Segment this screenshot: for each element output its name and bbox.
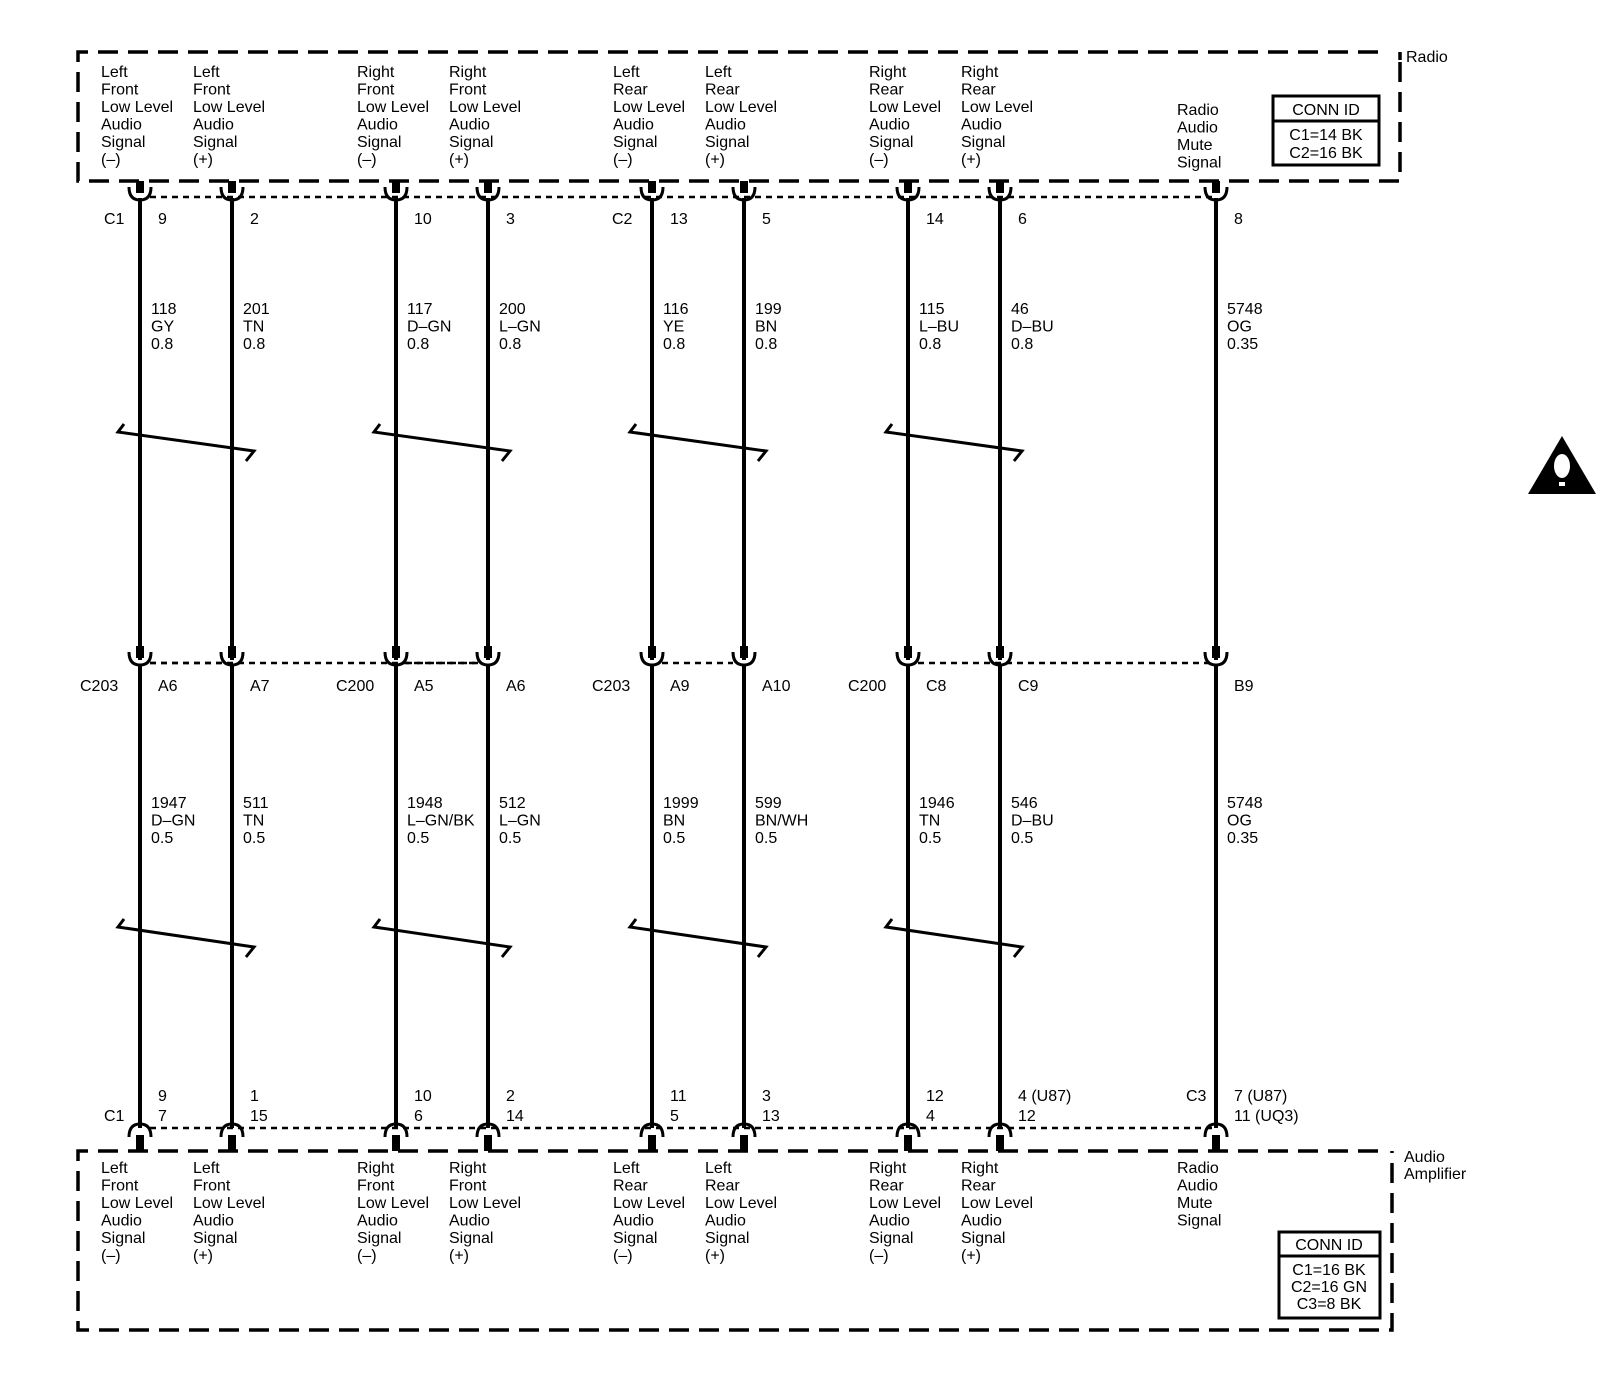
circuit-label: Low Level [449, 99, 522, 116]
circuit-label: (+) [705, 1247, 725, 1265]
circuit-label: Mute [1177, 1195, 1213, 1212]
connector-name: C2 [612, 211, 633, 228]
wire-label: D–BU [1011, 318, 1054, 336]
circuit-label: Low Level [613, 99, 686, 116]
pin-stub [996, 646, 1004, 658]
circuit-label: Audio [961, 116, 1002, 134]
circuit-label: Front [193, 81, 231, 99]
wire-label: 201 [243, 301, 270, 318]
pin-stub [1212, 646, 1220, 658]
pin-number: A5 [414, 678, 434, 695]
circuit-label: Signal [869, 134, 914, 151]
circuit-label: Low Level [961, 1195, 1034, 1212]
wire-label: OG [1227, 812, 1252, 830]
circuit-label: Audio [101, 116, 142, 134]
circuit-label: (–) [357, 1247, 377, 1265]
wire-label: 0.5 [755, 830, 778, 847]
amplifier-label: Audio [1404, 1149, 1445, 1166]
amplifier-label: Amplifier [1404, 1166, 1467, 1183]
circuit-label: Right [869, 64, 907, 81]
pin-stub [904, 1135, 912, 1151]
pin-stub [484, 1135, 492, 1151]
circuit-label: Low Level [705, 99, 778, 116]
wire-label: 0.8 [407, 336, 430, 353]
amplifier-conn-id-line: C3=8 BK [1296, 1296, 1362, 1313]
pin-number: 2 [250, 211, 259, 228]
pin-number: 5 [670, 1108, 679, 1125]
pin-number: 3 [762, 1088, 771, 1105]
pin-stub [1212, 1135, 1220, 1151]
circuit-label: Right [961, 64, 999, 81]
wire-label: BN [755, 318, 778, 336]
pin-stub [1212, 181, 1220, 193]
wire-label: 0.5 [407, 830, 430, 847]
pin-stub [996, 1135, 1004, 1151]
amplifier-conn-id-title: CONN ID [1295, 1237, 1363, 1254]
circuit-label: Right [449, 64, 487, 81]
circuit-label: Signal [961, 1230, 1006, 1247]
circuit-label: Audio [705, 1212, 746, 1230]
circuit-label: Low Level [449, 1195, 522, 1212]
wire-label: 1948 [407, 795, 443, 812]
circuit-label: Low Level [357, 99, 430, 116]
circuit-label: Signal [961, 134, 1006, 151]
pin-stub [740, 646, 748, 658]
wire-label: 116 [663, 301, 689, 318]
circuit-label: Right [869, 1160, 907, 1177]
circuit-label: Left [193, 64, 220, 81]
pin-stub [136, 181, 144, 193]
wire-label: 1946 [919, 795, 955, 812]
amplifier-conn-id-box [1279, 1232, 1380, 1318]
wire-label: L–GN [499, 812, 541, 830]
warning-triangle-icon [1528, 436, 1596, 494]
circuit-label: Right [357, 64, 395, 81]
circuit-label: Low Level [101, 99, 174, 116]
pin-stub [228, 181, 236, 193]
wire-label: L–GN [499, 318, 541, 336]
pin-number: A10 [762, 678, 791, 695]
pin-number: A7 [250, 678, 270, 695]
pin-stub [392, 181, 400, 193]
circuit-label: Audio [357, 116, 398, 134]
circuit-label: Right [357, 1160, 395, 1177]
pin-number: 10 [414, 1088, 432, 1105]
pin-stub [228, 646, 236, 658]
wire-label: 546 [1011, 795, 1038, 812]
circuit-label: (+) [961, 1247, 981, 1265]
wire-label: 115 [919, 301, 945, 318]
circuit-label: Signal [357, 1230, 402, 1247]
circuit-label: (–) [101, 1247, 121, 1265]
circuit-label: Front [193, 1177, 231, 1195]
circuit-label: Signal [869, 1230, 914, 1247]
circuit-label: Low Level [193, 1195, 266, 1212]
pin-number: 12 [1018, 1108, 1036, 1125]
circuit-label: Audio [1177, 1177, 1218, 1195]
wire-label: 0.5 [1011, 830, 1034, 847]
circuit-label: Signal [193, 134, 238, 151]
pin-number: 11 [670, 1088, 687, 1105]
pin-number: 12 [926, 1088, 944, 1105]
circuit-label: Front [449, 81, 487, 99]
wire-label: 0.5 [663, 830, 686, 847]
wire-label: TN [919, 812, 941, 830]
pin-number: C8 [926, 678, 947, 695]
amplifier-conn-id-line: C2=16 GN [1290, 1279, 1368, 1296]
pin-number: 9 [158, 1088, 167, 1105]
circuit-label: Low Level [613, 1195, 686, 1212]
pin-number: 7 [158, 1108, 167, 1125]
circuit-label: (+) [705, 151, 725, 169]
circuit-label: Front [101, 81, 139, 99]
circuit-label: Signal [357, 134, 402, 151]
circuit-label: Low Level [193, 99, 266, 116]
wire-label: 0.8 [1011, 336, 1034, 353]
connector-name: C3 [1186, 1088, 1207, 1105]
connector-name: C200 [848, 678, 887, 695]
connector-name: C203 [592, 678, 631, 695]
circuit-label: Audio [193, 1212, 234, 1230]
circuit-label: Signal [613, 134, 658, 151]
wire-label: 1999 [663, 795, 699, 812]
pin-number: 2 [506, 1088, 515, 1105]
pin-number: 7 (U87) [1234, 1088, 1288, 1105]
wire-label: 5748 [1227, 301, 1263, 318]
pin-stub [740, 181, 748, 193]
circuit-label: (–) [613, 1247, 633, 1265]
circuit-label: Audio [613, 1212, 654, 1230]
circuit-label: Rear [869, 1177, 904, 1195]
pin-number: 9 [158, 211, 167, 228]
wire-label: 117 [407, 301, 433, 318]
wire-label: 0.5 [151, 830, 174, 847]
wire-label: 511 [243, 795, 269, 812]
wire-label: TN [243, 318, 265, 336]
pin-number: 8 [1234, 211, 1243, 228]
wire-label: 0.8 [243, 336, 266, 353]
wire-label: 0.5 [243, 830, 266, 847]
wire-label: L–BU [919, 318, 960, 336]
circuit-label: (+) [193, 151, 213, 169]
wire-label: TN [243, 812, 265, 830]
circuit-label: Right [449, 1160, 487, 1177]
pin-stub [740, 1135, 748, 1151]
circuit-label: Right [961, 1160, 999, 1177]
circuit-label: Rear [613, 81, 648, 99]
wire-label: 0.5 [919, 830, 942, 847]
pin-number: 1 [250, 1088, 259, 1105]
circuit-label: Low Level [357, 1195, 430, 1212]
wire-label: 0.8 [499, 336, 522, 353]
pin-number: 6 [1018, 211, 1027, 228]
pin-stub [228, 1135, 236, 1151]
pin-stub [904, 646, 912, 658]
wire-label: 5748 [1227, 795, 1263, 812]
pin-stub [648, 1135, 656, 1151]
circuit-label: Audio [705, 116, 746, 134]
circuit-label: Rear [961, 81, 996, 99]
circuit-label: Audio [869, 116, 910, 134]
circuit-label: Front [357, 1177, 395, 1195]
circuit-label: Front [357, 81, 395, 99]
circuit-label: Rear [961, 1177, 996, 1195]
circuit-label: Signal [449, 1230, 494, 1247]
pin-number: 13 [762, 1108, 780, 1125]
radio-conn-id-box [1273, 96, 1379, 165]
circuit-label: Signal [1177, 1212, 1222, 1230]
wire-label: 0.8 [151, 336, 174, 353]
pin-number: 10 [414, 211, 432, 228]
circuit-label: Radio [1177, 102, 1219, 119]
wire-label: 199 [755, 301, 782, 318]
pin-number: A9 [670, 678, 690, 695]
circuit-label: (+) [961, 151, 981, 169]
circuit-label: Low Level [961, 99, 1034, 116]
circuit-label: Radio [1177, 1160, 1219, 1177]
circuit-label: Rear [613, 1177, 648, 1195]
circuit-label: Left [705, 64, 732, 81]
circuit-label: Signal [705, 134, 750, 151]
circuit-label: Left [193, 1160, 220, 1177]
pin-number: A6 [506, 678, 526, 695]
wire-label: 512 [499, 795, 526, 812]
pin-number: 5 [762, 211, 771, 228]
circuit-label: Audio [869, 1212, 910, 1230]
pin-stub [136, 1135, 144, 1151]
circuit-label: (+) [449, 1247, 469, 1265]
wire-label: 0.35 [1227, 336, 1259, 353]
pin-stub [648, 646, 656, 658]
circuit-label: Left [705, 1160, 732, 1177]
wire-label: 200 [499, 301, 526, 318]
radio-conn-id-title: CONN ID [1292, 102, 1360, 119]
pin-number: 3 [506, 211, 515, 228]
pin-number: 15 [250, 1108, 268, 1125]
wire-label: 0.8 [663, 336, 686, 353]
pin-number: 14 [926, 211, 944, 228]
wire-label: OG [1227, 318, 1252, 336]
pin-number: 14 [506, 1108, 524, 1125]
wire-label: L–GN/BK [407, 812, 475, 830]
pin-number: C9 [1018, 678, 1039, 695]
circuit-label: (–) [357, 151, 377, 169]
radio-conn-id-line: C2=16 BK [1289, 145, 1363, 162]
circuit-label: Front [101, 1177, 139, 1195]
pin-stub [392, 1135, 400, 1151]
pin-number: 4 [926, 1108, 935, 1125]
pin-stub [484, 181, 492, 193]
circuit-label: Left [613, 1160, 640, 1177]
circuit-label: Signal [1177, 154, 1222, 172]
connector-name: C1 [104, 211, 125, 228]
connector-name: C200 [336, 678, 375, 695]
circuit-label: Low Level [869, 99, 942, 116]
circuit-label: Audio [101, 1212, 142, 1230]
pin-stub [484, 646, 492, 658]
circuit-label: Front [449, 1177, 487, 1195]
wire-label: 118 [151, 301, 177, 318]
circuit-label: Low Level [705, 1195, 778, 1212]
circuit-label: Signal [613, 1230, 658, 1247]
circuit-label: Left [101, 64, 128, 81]
circuit-label: Signal [101, 134, 146, 151]
connector-name: C203 [80, 678, 119, 695]
pin-number: 13 [670, 211, 688, 228]
wire-label: BN [663, 812, 686, 830]
wire-label: 1947 [151, 795, 187, 812]
wire-label: 0.35 [1227, 830, 1259, 847]
wire-label: 46 [1011, 301, 1029, 318]
pin-number: 11 (UQ3) [1234, 1108, 1299, 1125]
circuit-label: (–) [869, 1247, 889, 1265]
pin-number: B9 [1234, 678, 1254, 695]
circuit-label: Low Level [101, 1195, 174, 1212]
circuit-label: Audio [193, 116, 234, 134]
circuit-label: Audio [613, 116, 654, 134]
pin-stub [904, 181, 912, 193]
circuit-label: Audio [961, 1212, 1002, 1230]
circuit-label: Audio [1177, 119, 1218, 137]
circuit-label: Mute [1177, 137, 1213, 154]
circuit-label: Rear [705, 81, 740, 99]
connector-name: C1 [104, 1108, 125, 1125]
wire-label: 0.8 [755, 336, 778, 353]
circuit-label: Rear [705, 1177, 740, 1195]
wire-label: 0.8 [919, 336, 942, 353]
circuit-label: Left [613, 64, 640, 81]
circuit-label: Signal [193, 1230, 238, 1247]
wire-label: GY [151, 318, 175, 336]
circuit-label: Rear [869, 81, 904, 99]
pin-number: A6 [158, 678, 178, 695]
wire-label: D–GN [151, 812, 196, 830]
circuit-label: (+) [449, 151, 469, 169]
circuit-label: Signal [449, 134, 494, 151]
wire-label: 599 [755, 795, 782, 812]
wire-label: D–BU [1011, 812, 1054, 830]
pin-stub [392, 646, 400, 658]
wire-label: BN/WH [755, 812, 809, 830]
pin-stub [996, 181, 1004, 193]
circuit-label: Audio [357, 1212, 398, 1230]
pin-stub [648, 181, 656, 193]
circuit-label: (–) [613, 151, 633, 169]
amplifier-conn-id-line: C1=16 BK [1292, 1262, 1366, 1279]
circuit-label: Low Level [869, 1195, 942, 1212]
pin-stub [136, 646, 144, 658]
circuit-label: Signal [101, 1230, 146, 1247]
radio-label: Radio [1406, 49, 1448, 66]
wire-label: D–GN [407, 318, 452, 336]
wire-label: 0.5 [499, 830, 522, 847]
circuit-label: (–) [869, 151, 889, 169]
wire-label: YE [663, 318, 685, 336]
circuit-label: (–) [101, 151, 121, 169]
pin-number: 4 (U87) [1018, 1088, 1072, 1105]
pin-number: 6 [414, 1108, 423, 1125]
circuit-label: (+) [193, 1247, 213, 1265]
circuit-label: Audio [449, 116, 490, 134]
radio-conn-id-line: C1=14 BK [1289, 127, 1363, 144]
circuit-label: Left [101, 1160, 128, 1177]
circuit-label: Signal [705, 1230, 750, 1247]
circuit-label: Audio [449, 1212, 490, 1230]
